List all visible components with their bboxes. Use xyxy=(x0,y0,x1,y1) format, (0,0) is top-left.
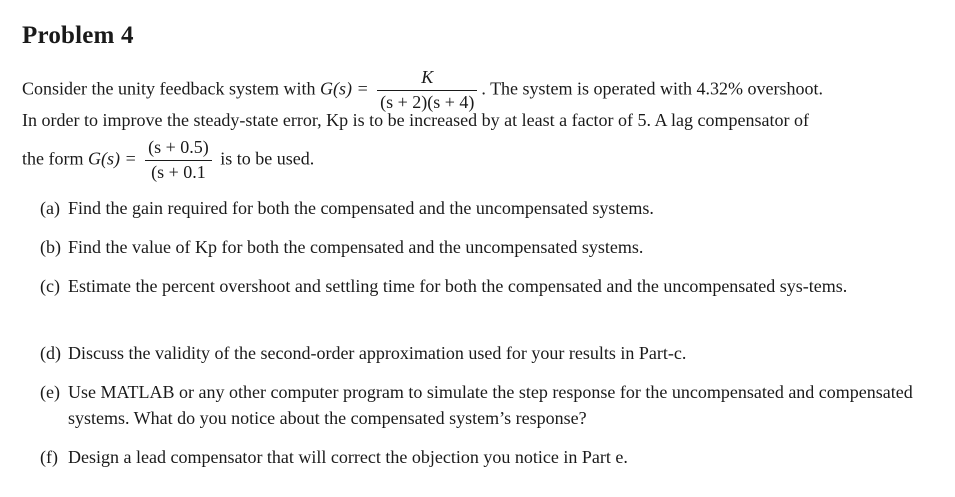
plant-numerator: K xyxy=(377,68,477,91)
part-text: Discuss the validity of the second-order approximation used for your results in Part-c. xyxy=(68,343,687,363)
intro-text-1a: Consider the unity feedback system with xyxy=(22,78,320,99)
part-label: (b) xyxy=(40,237,61,257)
lag-numerator: (s + 0.5) xyxy=(145,138,212,161)
intro-text-3a: the form xyxy=(22,148,88,169)
part-text: Find the gain required for both the compensated and the uncompensated systems. xyxy=(68,198,654,218)
problem-part-f xyxy=(40,444,918,470)
part-label: (f) xyxy=(40,447,58,467)
part-text: Use MATLAB or any other computer program to simulate the step response for the uncompensated and compensated systems. What do you notice about the compensated system’s response? xyxy=(68,382,913,428)
problem-part-b xyxy=(40,234,918,260)
intro-text-1b: . The system is operated with 4.32% overshoot. xyxy=(481,78,824,99)
problem-part-e xyxy=(40,379,918,431)
intro-line-2: In order to improve the steady-state error, Kp is to be increased by at least a factor of 5. A lag compensator of xyxy=(22,110,810,130)
intro-line-1 xyxy=(22,68,823,113)
part-label: (e) xyxy=(40,382,60,402)
part-label: (a) xyxy=(40,198,60,218)
lag-compensator xyxy=(145,138,212,183)
part-text: Estimate the percent overshoot and settling time for both the compensated and the uncompensated sys-tems. xyxy=(68,276,848,296)
part-label: (c) xyxy=(40,276,60,296)
part-text: Design a lead compensator that will correct the objection you notice in Part e. xyxy=(68,447,628,467)
part-label: (d) xyxy=(40,343,61,363)
compensator-label: G(s) = xyxy=(87,148,137,169)
problem-title: Problem 4 xyxy=(22,22,134,49)
problem-part-c xyxy=(40,273,918,299)
intro-line-3 xyxy=(22,138,314,183)
plant-denominator: (s + 2)(s + 4) xyxy=(380,91,475,112)
plant-transfer-function xyxy=(377,68,477,113)
lag-denominator: (s + 0.1 xyxy=(151,161,206,182)
problem-part-a xyxy=(40,195,918,221)
intro-text-3b: is to be used. xyxy=(215,148,315,169)
part-text: Find the value of Kp for both the compensated and the uncompensated systems. xyxy=(68,237,644,257)
transfer-function-label: G(s) = xyxy=(319,78,369,99)
problem-part-d xyxy=(40,340,918,366)
